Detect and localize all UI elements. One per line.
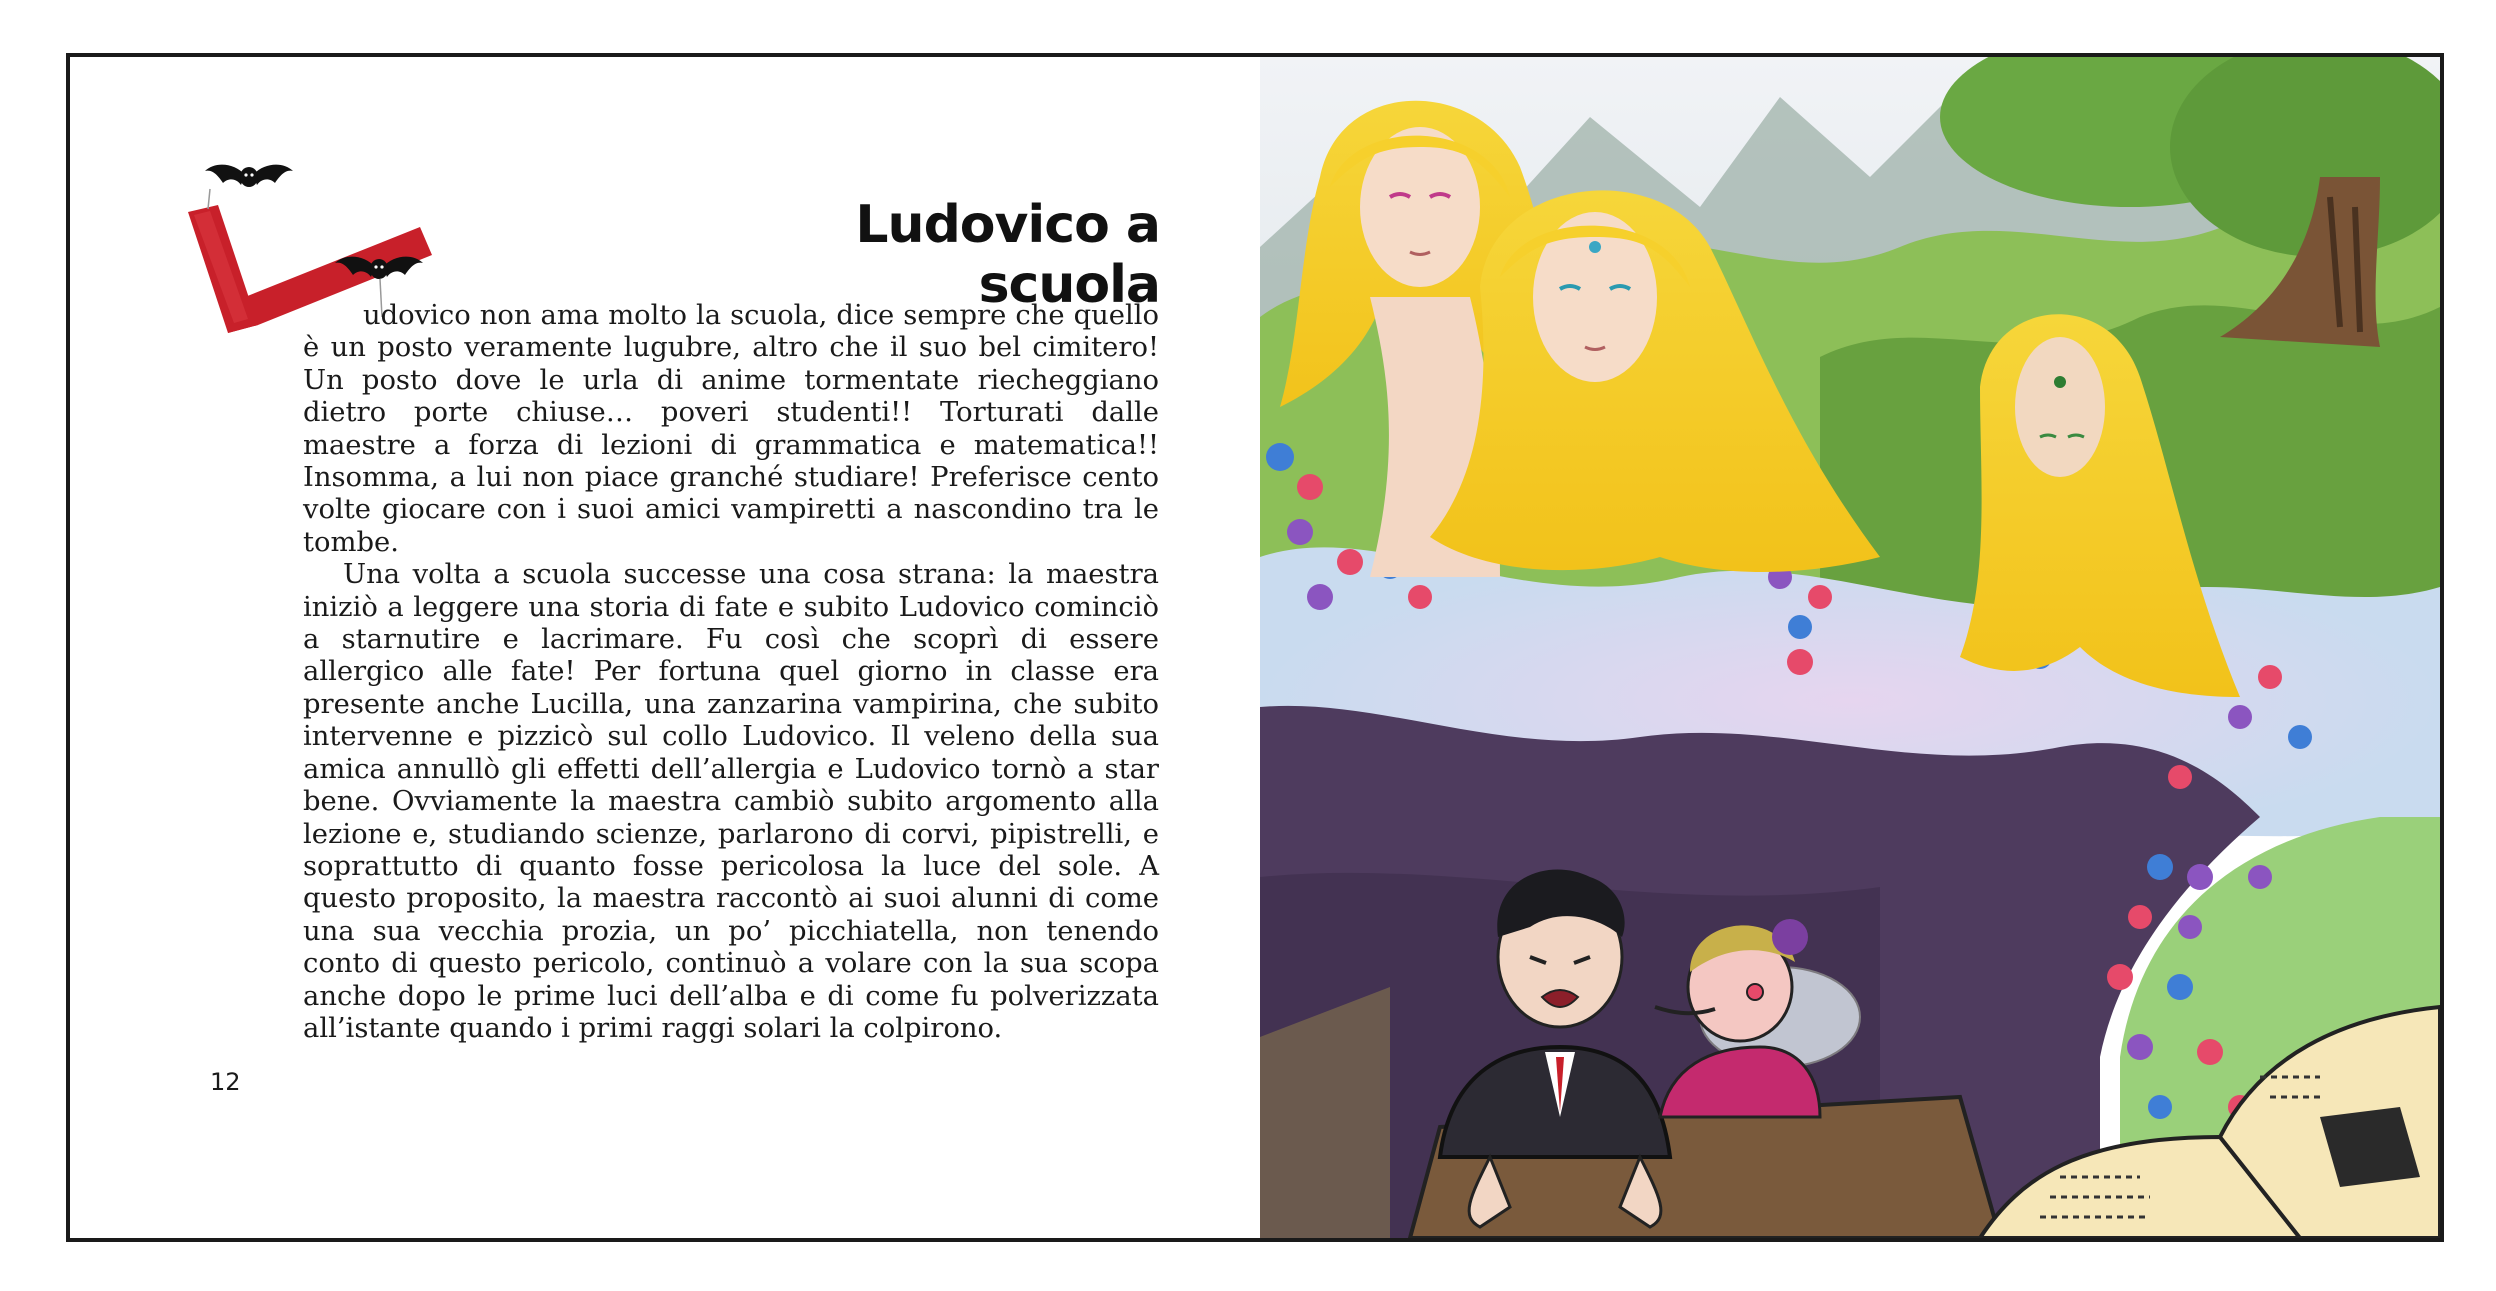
fairies-classroom-illustration [1260, 57, 2440, 1238]
page-number: 12 [210, 1068, 241, 1096]
chapter-title: Ludovico a scuola [855, 195, 1160, 315]
bat-icon [205, 165, 293, 187]
right-page-illustration [1260, 57, 2440, 1238]
book-spread [66, 53, 2444, 1242]
paragraph-2: Una volta a scuola successe una cosa strana: la maestra iniziò a leggere una storia di fate e subito Ludovico cominciò a starnutire e lacrimare. Fu così che scoprì di essere allergico alle fate! Per fortuna quel giorno in classe era presente anche Lucilla, una zanzarina vampirina, che subito intervenne e pizzicò sul collo Ludovico. Il veleno della sua amica annullò gli effetti dell’allergia e Ludovico tornò a star bene. Ovviamente la maestra cambiò subito argomento alla lezione e, studiando scienze, parlarono di corvi, pipistrelli, e soprattutto di quanto fosse pericolosa la luce del sole. A questo proposito, la maestra raccontò ai suoi alunni di come una sua vecchia prozia, un po’ picchiatella, non tenendo conto di questo pericolo, continuò a volare con la sua scopa anche dopo le prime luci dell’alba e di come fu polverizzata all’istante quando i primi raggi solari la colpirono. [303, 559, 1159, 1044]
paragraph-1: udovico non ama molto la scuola, dice sempre che quello è un posto veramente lugubre, altro che il suo bel cimitero! Un posto dove le urla di anime tormentate riecheggiano dietro porte chiuse… poveri studenti!! Torturati dalle maestre a forza di lezioni di grammatica e matematica!! Insomma, a lui non piace granché studiare! Preferisce cento volte giocare con i suoi amici vampiretti a nascondino tra le tombe. [303, 300, 1159, 558]
left-page [70, 57, 1260, 1238]
story-text [303, 300, 1159, 1045]
